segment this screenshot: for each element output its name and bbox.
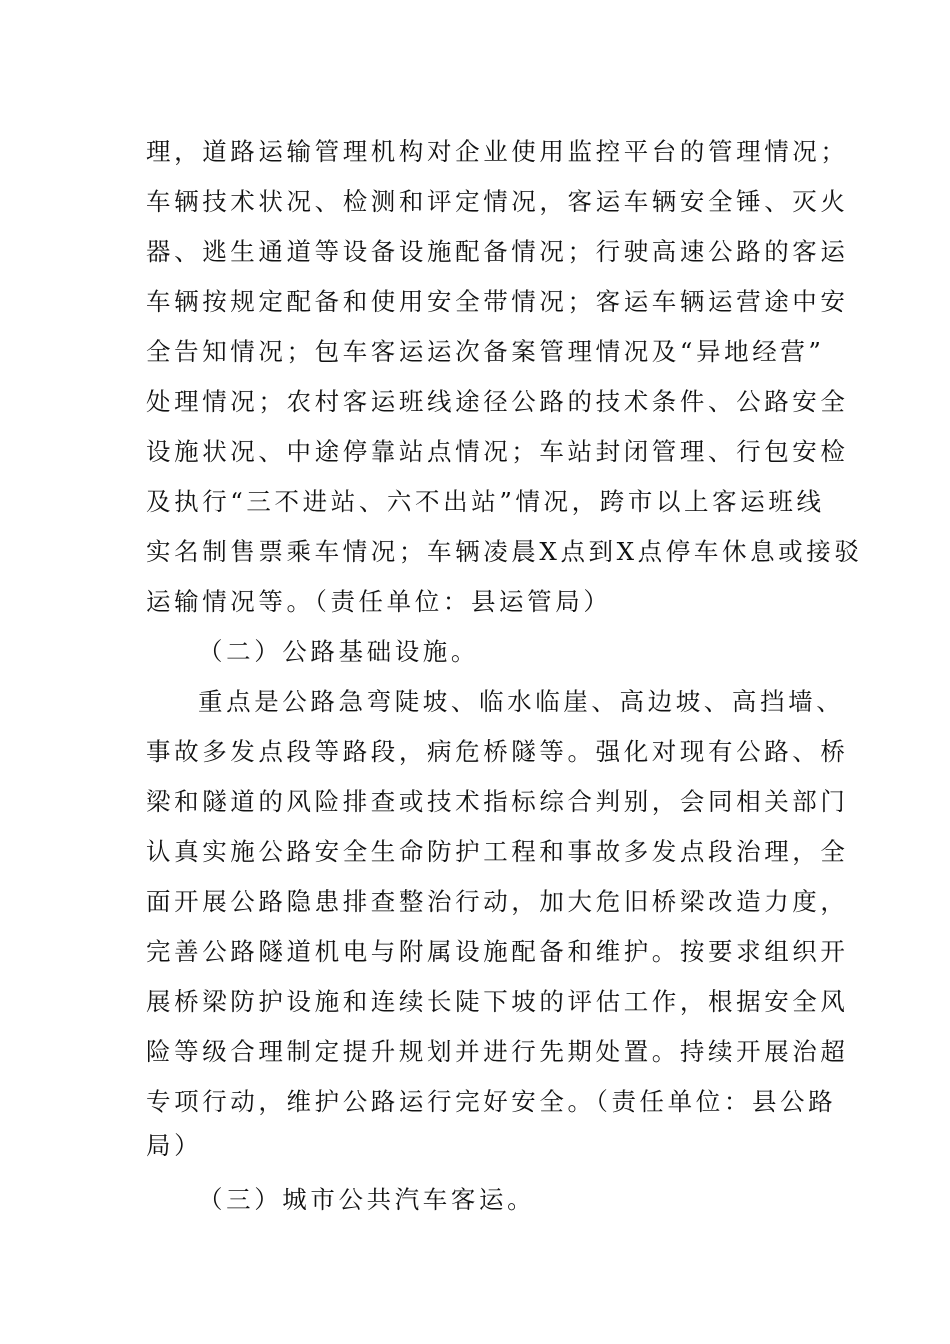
text-line: 及执行“三不进站、六不出站”情况，跨市以上客运班线: [146, 487, 825, 516]
text-line: 车辆按规定配备和使用安全带情况；客运车辆运营途中安: [146, 287, 849, 316]
text-line: 理，道路运输管理机构对企业使用监控平台的管理情况；: [146, 137, 849, 166]
text-line: 险等级合理制定提升规划并进行先期处置。持续开展治超: [146, 1037, 849, 1066]
text-line: 全告知情况；包车客运运次备案管理情况及“异地经营”: [146, 337, 825, 366]
text-line: 车辆技术状况、检测和评定情况，客运车辆安全锤、灭火: [146, 187, 849, 216]
text-line: 完善公路隧道机电与附属设施配备和维护。按要求组织开: [146, 937, 849, 966]
text-line: 运输情况等。（责任单位：县运管局）: [146, 587, 612, 616]
text-line: 专项行动，维护公路运行完好安全。（责任单位：县公路: [146, 1087, 837, 1116]
text-line: 展桥梁防护设施和连续长陡下坡的评估工作，根据安全风: [146, 987, 849, 1016]
text-line: 设施状况、中途停靠站点情况；车站封闭管理、行包安检: [146, 437, 849, 466]
section-heading: （三）城市公共汽车客运。: [198, 1185, 536, 1214]
text-line: 面开展公路隐患排查整治行动，加大危旧桥梁改造力度，: [146, 887, 849, 916]
text-line: 认真实施公路安全生命防护工程和事故多发点段治理，全: [146, 837, 849, 866]
text-line: 器、逃生通道等设备设施配备情况；行驶高速公路的客运: [146, 237, 849, 266]
text-line: 实名制售票乘车情况；车辆凌晨X点到X点停车休息或接驳: [146, 537, 863, 566]
text-line: 事故多发点段等路段，病危桥隧等。强化对现有公路、桥: [146, 737, 849, 766]
text-line: 局）: [146, 1131, 203, 1160]
section-heading: （二）公路基础设施。: [198, 637, 479, 666]
text-line: 梁和隧道的风险排查或技术指标综合判别，会同相关部门: [146, 787, 849, 816]
text-line: 处理情况；农村客运班线途径公路的技术条件、公路安全: [146, 387, 849, 416]
paragraph-start-line: 重点是公路急弯陡坡、临水临崖、高边坡、高挡墙、: [198, 687, 845, 716]
